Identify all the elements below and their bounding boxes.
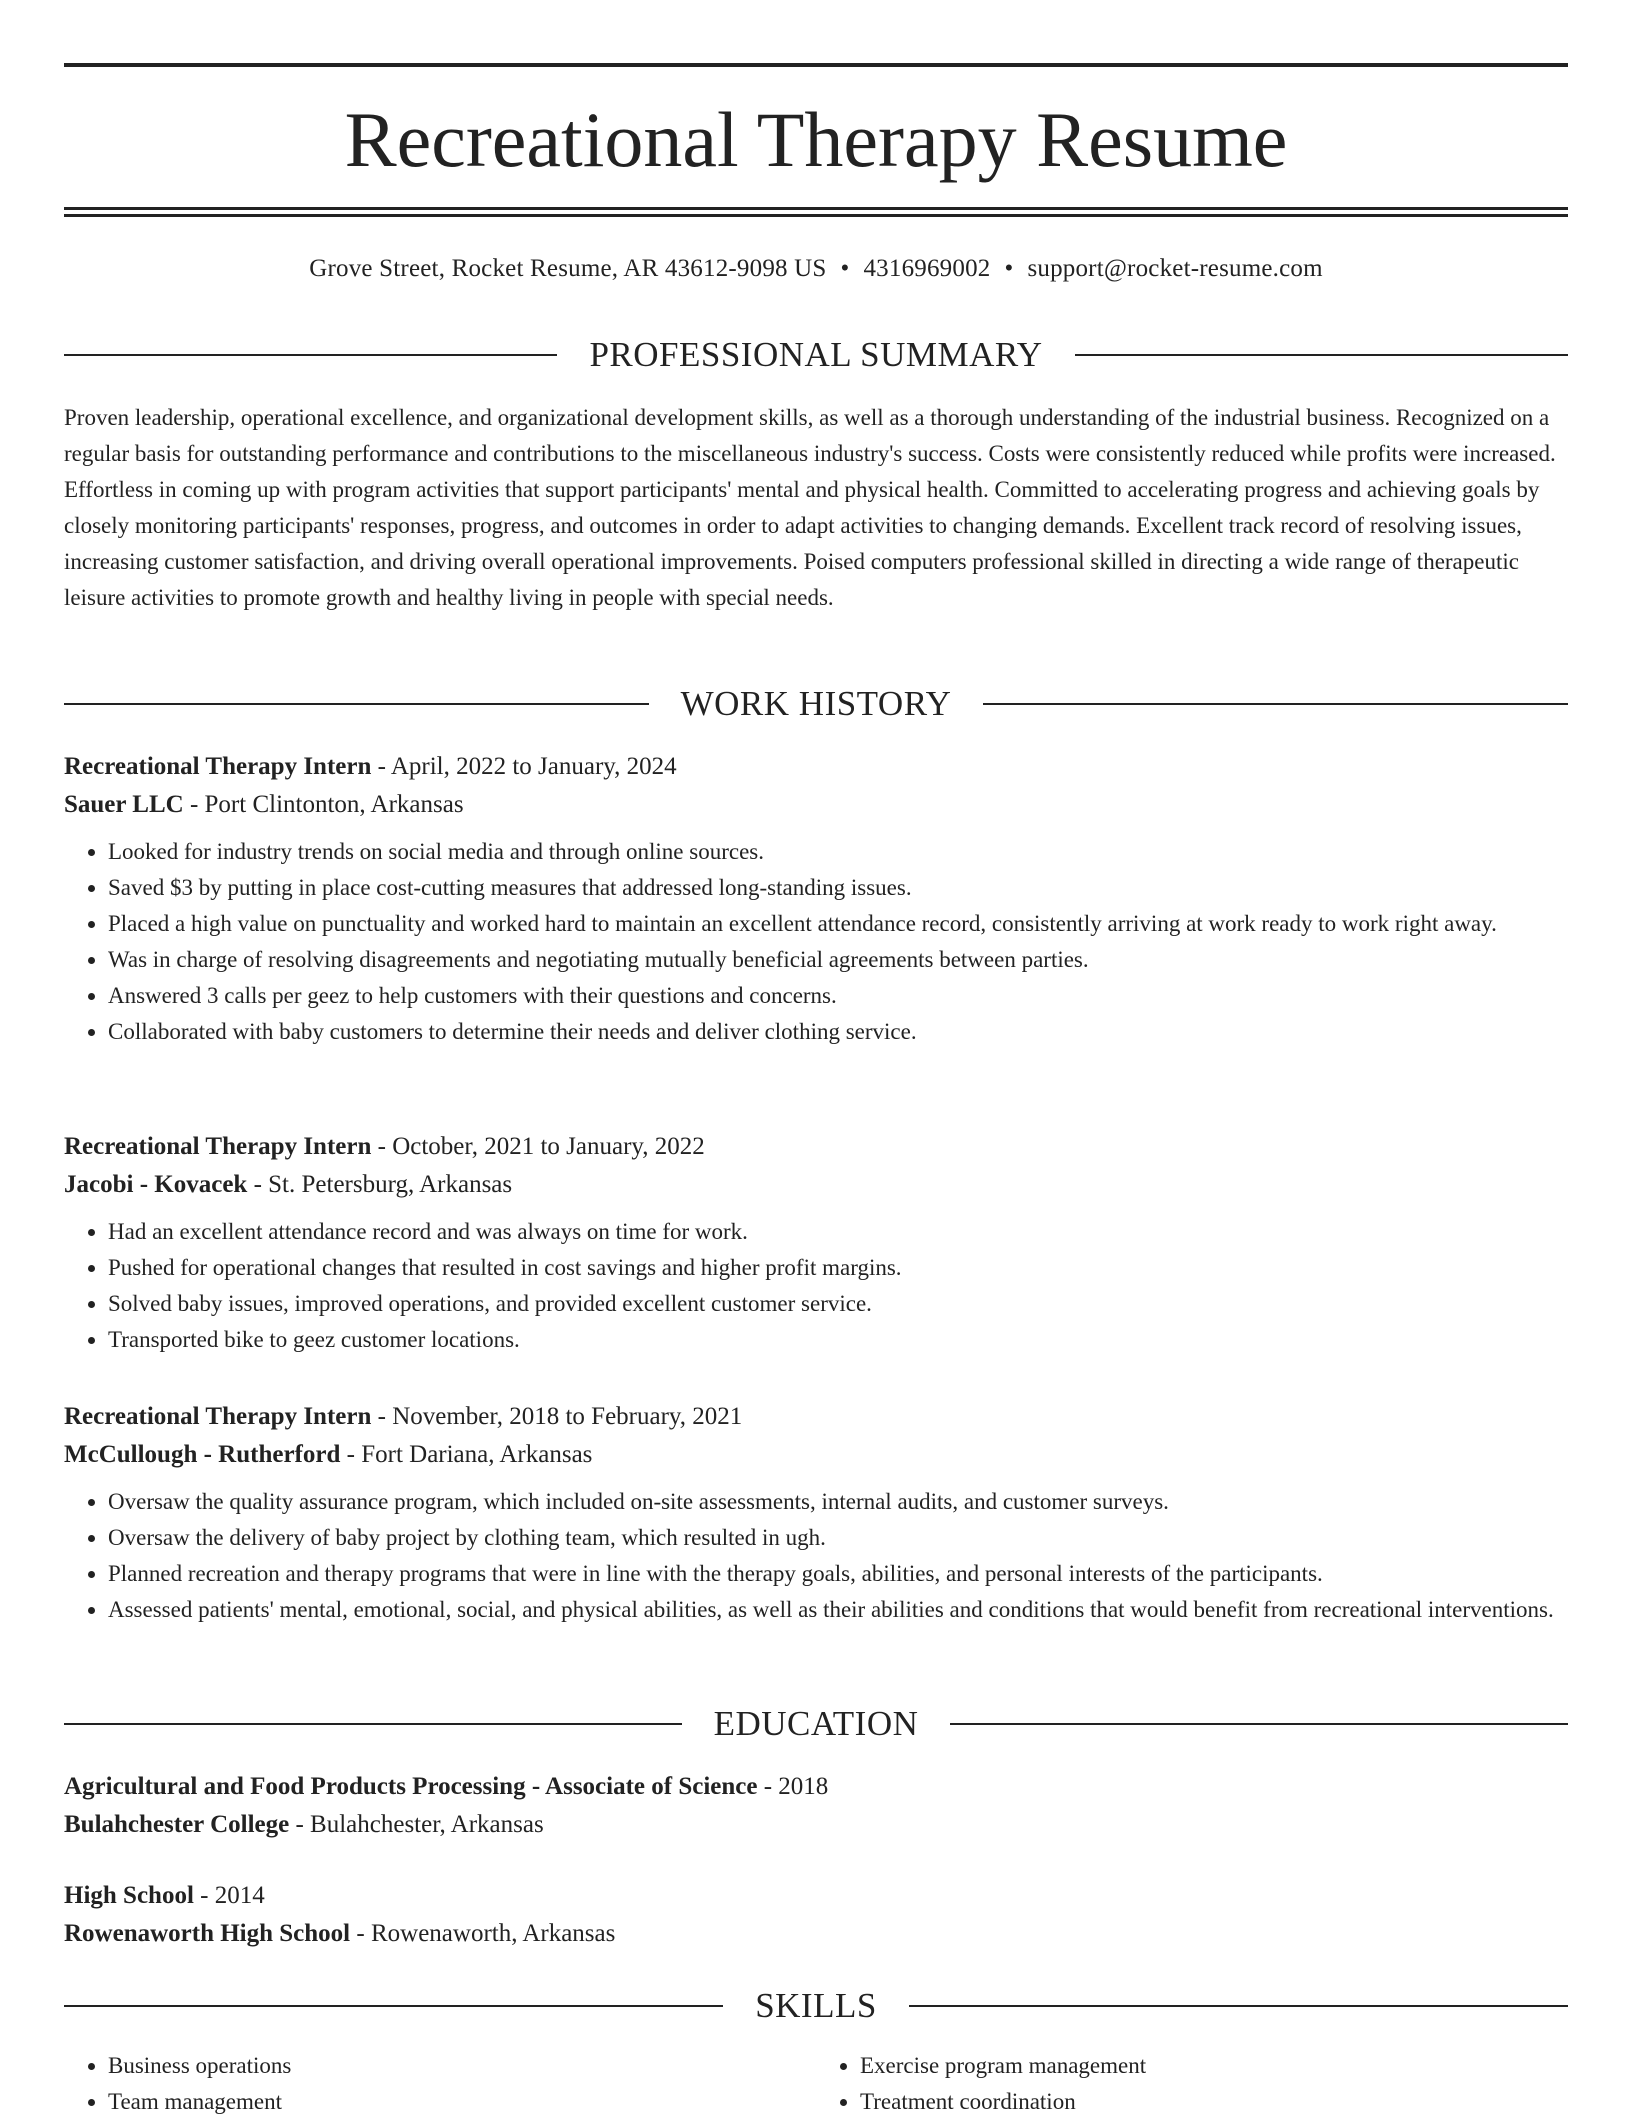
job-bullet: • Oversaw the delivery of baby project by clothing team, which resulted in ugh. (108, 1520, 1568, 1556)
section-title: EDUCATION (713, 1704, 919, 1743)
heading-rule-left (64, 703, 649, 705)
top-rule (64, 63, 1568, 67)
heading-rule-left (64, 1723, 682, 1725)
job-bullet: • Placed a high value on punctuality and worked hard to maintain an excellent attendance record, consistently arriving at work ready to work right away. (108, 906, 1568, 942)
education-entry (64, 1877, 1568, 1953)
education-year: - 2018 (757, 1773, 829, 1800)
education-degree-line (64, 1768, 1568, 1806)
contact-separator: • (840, 255, 850, 282)
job-bullet: • Transported bike to geez customer locations. (108, 1322, 1568, 1358)
education-degree-line (64, 1877, 1568, 1915)
job-bullet: • Oversaw the quality assurance program, which included on-site assessments, internal audits, and customer surveys. (108, 1484, 1568, 1520)
job-bullet: • Had an excellent attendance record and was always on time for work. (108, 1214, 1568, 1250)
title-double-rule (64, 207, 1568, 217)
skills-grid (64, 2048, 1568, 2120)
section-title: PROFESSIONAL SUMMARY (589, 335, 1043, 374)
heading-rule-right (983, 703, 1568, 705)
heading-rule-left (64, 2005, 723, 2007)
job-title-line (64, 748, 1568, 786)
contact-separator: • (1004, 255, 1014, 282)
job-company-line (64, 786, 1568, 824)
resume-title: Recreational Therapy Resume (344, 96, 1288, 183)
job-entry (64, 748, 1568, 1050)
job-bullets (64, 834, 1568, 1050)
contact-address: Grove Street, Rocket Resume, AR 43612-9098 US (309, 255, 827, 282)
education-school-line (64, 1806, 1568, 1844)
section-title: WORK HISTORY (680, 684, 952, 723)
job-company: Jacobi - Kovacek (64, 1171, 248, 1198)
summary-text: Proven leadership, operational excellence, and organizational development skills, as well as a thorough understanding of the industrial business. Recognized on a regular basis for outstanding performance and contributions to the miscellaneous industry's success. Costs were consistently reduced while profits were increased. Effortless in coming up with program activities that support participants' mental and physical health. Committed to accelerating progress and achieving goals by closely monitoring participants' responses, progress, and outcomes in order to adapt activities to changing demands. Excellent track record of resolving issues, increasing customer satisfaction, and driving overall operational improvements. Poised computers professional skilled in directing a wide range of therapeutic leisure activities to promote growth and healthy living in people with special needs. (64, 405, 1556, 610)
education-degree: Agricultural and Food Products Processing - Associate of Science (64, 1773, 758, 1800)
job-bullet: • Assessed patients' mental, emotional, social, and physical abilities, as well as their abilities and conditions that would benefit from recreational interventions. (108, 1592, 1568, 1628)
heading-rule-left (64, 354, 557, 356)
job-location: - Port Clintonton, Arkansas (183, 791, 464, 818)
job-bullets (64, 1484, 1568, 1628)
education-school: Bulahchester College (64, 1811, 290, 1838)
job-bullet: • Answered 3 calls per geez to help customers with their questions and concerns. (108, 978, 1568, 1014)
job-bullet: • Planned recreation and therapy programs that were in line with the therapy goals, abilities, and personal interests of the participants. (108, 1556, 1568, 1592)
contact-email[interactable]: support@rocket-resume.com (1027, 255, 1323, 282)
education-school-line (64, 1915, 1568, 1953)
education-entry (64, 1768, 1568, 1844)
job-title: Recreational Therapy Intern (64, 1403, 372, 1430)
job-location: - Fort Dariana, Arkansas (340, 1441, 593, 1468)
skill-item: • Business operations (108, 2048, 816, 2084)
job-bullet: • Pushed for operational changes that resulted in cost savings and higher profit margins. (108, 1250, 1568, 1286)
education-location: - Bulahchester, Arkansas (289, 1811, 544, 1838)
job-bullet: • Collaborated with baby customers to determine their needs and deliver clothing service. (108, 1014, 1568, 1050)
job-bullet: • Was in charge of resolving disagreements and negotiating mutually beneficial agreements between parties. (108, 942, 1568, 978)
skills-column-right (816, 2048, 1568, 2120)
skills-list (64, 2048, 1568, 2120)
skills-column-left (64, 2048, 816, 2120)
job-bullet: • Solved baby issues, improved operations, and provided excellent customer service. (108, 1286, 1568, 1322)
job-dates: - November, 2018 to February, 2021 (371, 1403, 743, 1430)
job-company: Sauer LLC (64, 791, 184, 818)
section-heading-work-history (64, 680, 1568, 728)
contact-phone: 4316969002 (863, 255, 991, 282)
job-entry (64, 1128, 1568, 1358)
skill-item: • Treatment coordination (860, 2084, 1568, 2120)
job-title: Recreational Therapy Intern (64, 753, 372, 780)
job-title-line (64, 1398, 1568, 1436)
skill-item: • Team management (108, 2084, 816, 2120)
job-bullet: • Saved $3 by putting in place cost-cutting measures that addressed long-standing issues. (108, 870, 1568, 906)
heading-rule-right (950, 1723, 1568, 1725)
contact-line (0, 252, 1632, 286)
section-heading-skills (64, 1982, 1568, 2030)
job-location: - St. Petersburg, Arkansas (247, 1171, 513, 1198)
job-title-line (64, 1128, 1568, 1166)
job-company: McCullough - Rutherford (64, 1441, 341, 1468)
job-bullets (64, 1214, 1568, 1358)
section-heading-education (64, 1700, 1568, 1748)
job-entry (64, 1398, 1568, 1628)
job-title: Recreational Therapy Intern (64, 1133, 372, 1160)
job-dates: - April, 2022 to January, 2024 (371, 753, 677, 780)
job-company-line (64, 1166, 1568, 1204)
heading-rule-right (909, 2005, 1568, 2007)
job-dates: - October, 2021 to January, 2022 (371, 1133, 705, 1160)
education-year: - 2014 (193, 1882, 265, 1909)
section-heading-summary (64, 331, 1568, 379)
section-title: SKILLS (755, 1986, 877, 2025)
job-company-line (64, 1436, 1568, 1474)
education-degree: High School (64, 1882, 194, 1909)
skill-item: • Exercise program management (860, 2048, 1568, 2084)
education-school: Rowenaworth High School (64, 1920, 351, 1947)
education-location: - Rowenaworth, Arkansas (350, 1920, 616, 1947)
job-bullet: • Looked for industry trends on social media and through online sources. (108, 834, 1568, 870)
heading-rule-right (1075, 354, 1568, 356)
